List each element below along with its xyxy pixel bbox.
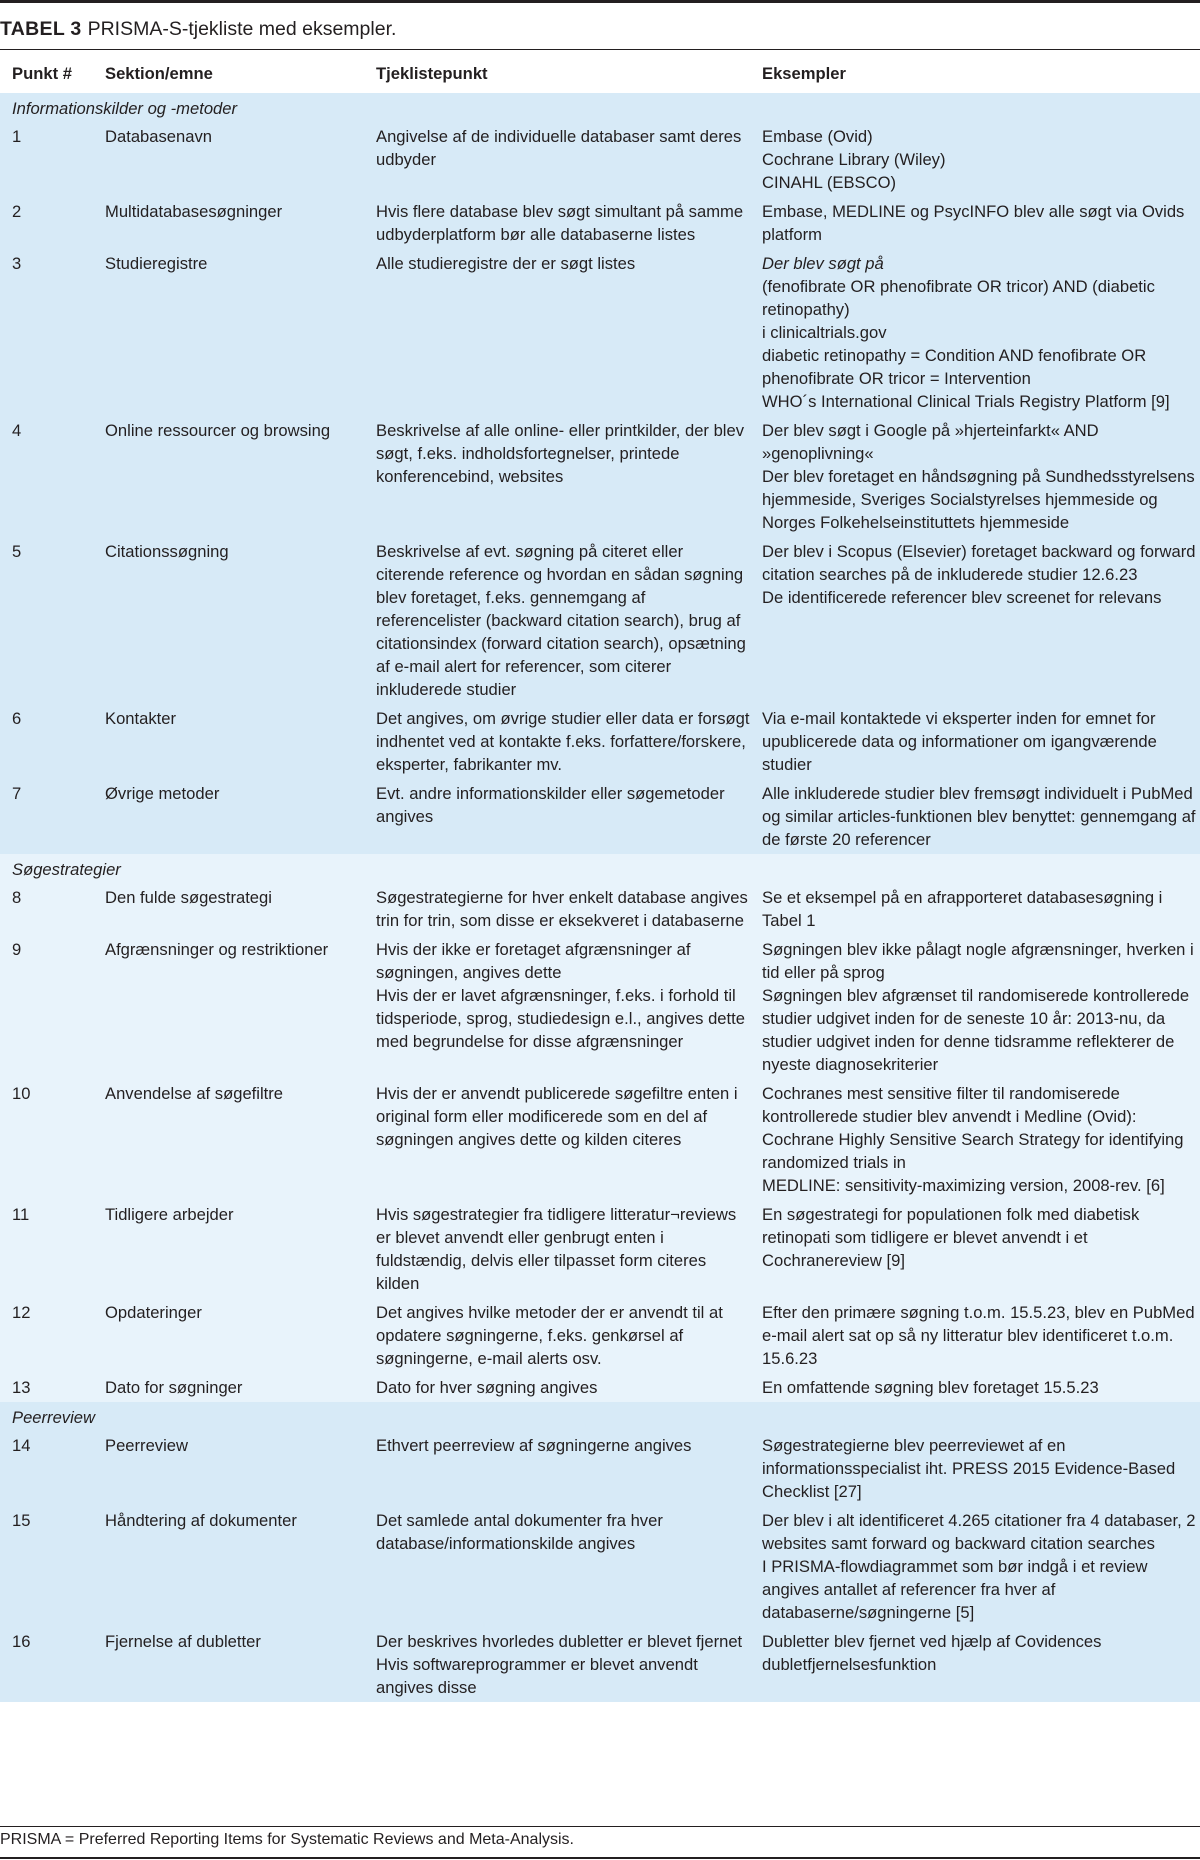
row-number: 5: [12, 542, 22, 561]
row-examples: [750, 883, 1200, 935]
row-number: 12: [12, 1303, 31, 1322]
example-line: Embase (Ovid): [762, 127, 873, 146]
section-title: Informationskilder og -metoder: [12, 99, 238, 118]
table-label: TABEL 3: [0, 18, 82, 40]
example-line: Se et eksempel på en afrapporteret databasesøgning i Tabel 1: [762, 888, 1163, 930]
row-number: 14: [12, 1436, 31, 1455]
footnote: PRISMA = Preferred Reporting Items for Systematic Reviews and Meta-Analysis.: [0, 1831, 574, 1848]
row-checklist-item: Alle studieregistre der er søgt listes: [376, 254, 636, 273]
example-line: Alle inkluderede studier blev fremsøgt individuelt i PubMed og similar articles-funktionen blev benyttet: gennemgang af de første 20 referencer: [762, 784, 1196, 849]
table-row: [0, 1627, 1200, 1702]
row-checklist-item: Det samlede antal dokumenter fra hver database/informationskilde angives: [376, 1511, 663, 1553]
row-number: 1: [12, 127, 22, 146]
example-line: Cochranes mest sensitive filter til randomiserede kontrollerede studier blev anvendt i Medline (Ovid): Cochrane Highly Sensitive Search Strategy for identifying randomized trials in: [762, 1084, 1184, 1172]
row-topic: Den fulde søgestrategi: [105, 888, 272, 907]
end-rule: [0, 1857, 1200, 1859]
row-number: 2: [12, 202, 22, 221]
row-topic: Online ressourcer og browsing: [105, 421, 331, 440]
row-topic: Håndtering af dokumenter: [105, 1511, 297, 1530]
section-row: [0, 854, 1200, 883]
row-topic: Tidligere arbejder: [105, 1205, 234, 1224]
row-examples: [750, 704, 1200, 779]
row-number: 10: [12, 1084, 31, 1103]
table-row: [0, 416, 1200, 537]
example-line: En omfattende søgning blev foretaget 15.5.23: [762, 1378, 1099, 1397]
row-number: 8: [12, 888, 22, 907]
table-row: [0, 197, 1200, 249]
row-examples: [750, 1506, 1200, 1627]
row-number: 11: [12, 1205, 30, 1224]
row-number: 6: [12, 709, 22, 728]
example-line: diabetic retinopathy = Condition AND fenofibrate OR phenofibrate OR tricor = Intervention: [762, 346, 1147, 388]
table-container: [0, 50, 1200, 1702]
row-examples: [750, 197, 1200, 249]
example-line: Embase, MEDLINE og PsycINFO blev alle søgt via Ovids platform: [762, 202, 1185, 244]
section-row: [0, 1402, 1200, 1431]
header-row: [0, 50, 1200, 93]
row-topic: Multidatabasesøgninger: [105, 202, 283, 221]
example-line: CINAHL (EBSCO): [762, 173, 896, 192]
row-examples: [750, 249, 1200, 416]
table-row: [0, 1079, 1200, 1200]
row-number: 3: [12, 254, 22, 273]
section-title: Søgestrategier: [12, 860, 121, 879]
table-row: [0, 249, 1200, 416]
row-examples: [750, 416, 1200, 537]
table-row: [0, 537, 1200, 704]
row-number: 4: [12, 421, 22, 440]
header-cell-number: Punkt #: [12, 64, 72, 83]
example-line: I PRISMA-flowdiagrammet som bør indgå i et review angives antallet af referencer fra hver af databaserne/søgningerne [5]: [762, 1557, 1148, 1622]
example-line: Der blev søgt i Google på »hjerteinfarkt« AND »genoplivning«: [762, 421, 1099, 463]
table-body: [0, 93, 1200, 1702]
table-row: [0, 1431, 1200, 1506]
table-row: [0, 1200, 1200, 1298]
row-topic: Opdateringer: [105, 1303, 202, 1322]
row-examples: [750, 1298, 1200, 1373]
row-topic: Dato for søgninger: [105, 1378, 243, 1397]
example-line: Der blev i alt identificeret 4.265 citationer fra 4 databaser, 2 websites samt forward og backward citation searches: [762, 1511, 1196, 1553]
table-row: [0, 1373, 1200, 1402]
row-checklist-item: Det angives, om øvrige studier eller data er forsøgt indhentet ved at kontakte f.eks. forfattere/forskere, eksperter, fabrikanter mv.: [376, 709, 750, 774]
checklist-table: [0, 50, 1200, 1702]
example-line: Cochrane Library (Wiley): [762, 150, 946, 169]
row-examples: [750, 1373, 1200, 1402]
row-examples: [750, 537, 1200, 704]
row-examples: [750, 122, 1200, 197]
example-line: Søgningen blev ikke pålagt nogle afgrænsninger, hverken i tid eller på sprog: [762, 940, 1194, 982]
row-checklist-item: Beskrivelse af evt. søgning på citeret eller citerende reference og hvordan en sådan søgning blev foretaget, f.eks. gennemgang af referencelister (backward citation search), brug af citationsindex (forward citation search), opsætning af e-mail alert for referencer, som citerer inkluderede studier: [376, 542, 746, 699]
example-line: En søgestrategi for populationen folk med diabetisk retinopati som tidligere er blevet anvendt i et Cochranereview [9]: [762, 1205, 1140, 1270]
bottom-rule: [0, 1826, 1200, 1827]
example-line: Der blev i Scopus (Elsevier) foretaget backward og forward citation searches på de inkluderede studier 12.6.23: [762, 542, 1196, 584]
row-topic: Citationssøgning: [105, 542, 229, 561]
table-row: [0, 122, 1200, 197]
table-row: [0, 935, 1200, 1079]
row-examples: [750, 1079, 1200, 1200]
table-row: [0, 704, 1200, 779]
row-number: 15: [12, 1511, 31, 1530]
top-rule: [0, 0, 1200, 3]
row-checklist-item: Der beskrives hvorledes dubletter er blevet fjernet Hvis softwareprogrammer er blevet anvendt angives disse: [376, 1632, 743, 1697]
table-row: [0, 1506, 1200, 1627]
section-title: Peerreview: [12, 1408, 96, 1427]
row-topic: Databasenavn: [105, 127, 213, 146]
table-row: [0, 779, 1200, 854]
row-topic: Studieregistre: [105, 254, 208, 273]
example-line: Dubletter blev fjernet ved hjælp af Covidences dubletfjernelsesfunktion: [762, 1632, 1102, 1674]
example-line: MEDLINE: sensitivity-maximizing version, 2008-rev. [6]: [762, 1176, 1165, 1195]
table-row: [0, 883, 1200, 935]
row-checklist-item: Beskrivelse af alle online- eller printkilder, der blev søgt, f.eks. indholdsfortegnelser, printede konferencebind, websites: [376, 421, 745, 486]
example-line: (fenofibrate OR phenofibrate OR tricor) AND (diabetic retinopathy): [762, 277, 1155, 319]
row-checklist-item: Det angives hvilke metoder der er anvendt til at opdatere søgningerne, f.eks. genkørsel af søgningerne, e-mail alerts osv.: [376, 1303, 723, 1368]
table-row: [0, 1298, 1200, 1373]
row-number: 9: [12, 940, 22, 959]
row-topic: Anvendelse af søgefiltre: [105, 1084, 284, 1103]
row-examples: [750, 935, 1200, 1079]
row-examples: [750, 1200, 1200, 1298]
example-line: Søgestrategierne blev peerreviewet af en informationsspecialist iht. PRESS 2015 Evidence-Based Checklist [27]: [762, 1436, 1176, 1501]
header-cell-examples: Eksempler: [762, 64, 846, 83]
row-checklist-item: Hvis flere database blev søgt simultant på samme udbyderplatform bør alle databaserne listes: [376, 202, 744, 244]
row-number: 13: [12, 1378, 31, 1397]
row-checklist-item: Angivelse af de individuelle databaser samt deres udbyder: [376, 127, 742, 169]
example-line: Der blev foretaget en håndsøgning på Sundhedsstyrelsens hjemmeside, Sveriges Socialstyrelses hjemmeside og Norges Folkehelseinstituttets hjemmeside: [762, 467, 1195, 532]
header-cell-section: Sektion/emne: [105, 64, 213, 83]
table-title: PRISMA-S-tjekliste med eksempler.: [87, 18, 397, 40]
example-line: i clinicaltrials.gov: [762, 323, 887, 342]
row-checklist-item: Ethvert peerreview af søgningerne angives: [376, 1436, 692, 1455]
example-line: Søgningen blev afgrænset til randomiserede kontrollerede studier udgivet inden for de seneste 10 år: 2013-nu, da studier udgivet inden for denne tidsramme reflekterer de nyeste diagnosekriterier: [762, 986, 1190, 1074]
row-checklist-item: Evt. andre informationskilder eller søgemetoder angives: [376, 784, 725, 826]
row-examples: [750, 779, 1200, 854]
row-examples: [750, 1431, 1200, 1506]
row-topic: Peerreview: [105, 1436, 189, 1455]
example-line: Via e-mail kontaktede vi eksperter inden for emnet for upublicerede data og informationer om igangværende studier: [762, 709, 1157, 774]
header-cell-item: Tjeklistepunkt: [376, 64, 488, 83]
row-checklist-item: Søgestrategierne for hver enkelt database angives trin for trin, som disse er eksekveret i databaserne: [376, 888, 748, 930]
row-number: 16: [12, 1632, 31, 1651]
section-row: [0, 93, 1200, 122]
table-caption: [0, 16, 396, 42]
row-examples: [750, 1627, 1200, 1702]
example-line: WHO´s International Clinical Trials Registry Platform [9]: [762, 392, 1170, 411]
example-line: De identificerede referencer blev screenet for relevans: [762, 588, 1162, 607]
checklist-item-line: Hvis der er lavet afgrænsninger, f.eks. i forhold til tidsperiode, sprog, studiedesign e.l., angives dette med begrundelse for disse afgrænsninger: [376, 986, 745, 1051]
row-checklist-item: Hvis søgestrategier fra tidligere litteratur¬reviews er blevet anvendt eller genbrugt enten i fuldstændig, delvis eller tilpasset form citeres kilden: [376, 1205, 737, 1293]
row-topic: Kontakter: [105, 709, 177, 728]
row-checklist-item: Hvis der er anvendt publicerede søgefiltre enten i original form eller modificerede som en del af søgningen angives dette og kilden citeres: [376, 1084, 738, 1149]
checklist-item-line: Hvis der ikke er foretaget afgrænsninger af søgningen, angives dette: [376, 940, 691, 982]
row-topic: Afgrænsninger og restriktioner: [105, 940, 329, 959]
row-topic: Fjernelse af dubletter: [105, 1632, 261, 1651]
row-number: 7: [12, 784, 22, 803]
example-line: Efter den primære søgning t.o.m. 15.5.23, blev en PubMed e-mail alert sat op så ny litteratur blev identificeret t.o.m. 15.6.23: [762, 1303, 1195, 1368]
example-line: Der blev søgt på: [762, 254, 884, 273]
row-topic: Øvrige metoder: [105, 784, 220, 803]
row-checklist-item: [364, 935, 750, 1079]
row-checklist-item: Dato for hver søgning angives: [376, 1378, 598, 1397]
